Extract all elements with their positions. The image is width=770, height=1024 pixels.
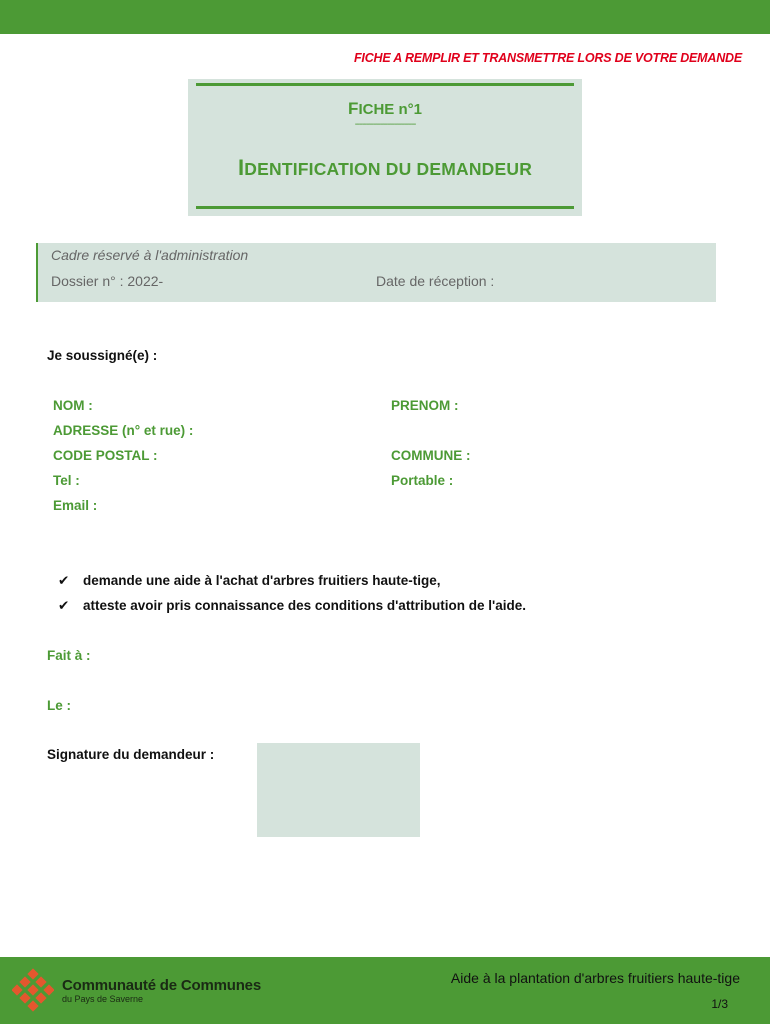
admin-reserved-box bbox=[36, 243, 716, 302]
code-postal-field[interactable]: CODE POSTAL : bbox=[53, 448, 158, 463]
top-green-bar bbox=[0, 0, 770, 34]
portable-field[interactable]: Portable : bbox=[391, 473, 454, 488]
fait-a-field[interactable]: Fait à : bbox=[47, 648, 91, 663]
signature-label: Signature du demandeur : bbox=[47, 747, 215, 762]
title-rule-top bbox=[196, 83, 574, 86]
admin-dossier-field[interactable]: Dossier n° : 2022- bbox=[51, 273, 164, 289]
fiche-underline-dashes: -------------------------- bbox=[354, 119, 416, 130]
diamond-cluster-logo-icon bbox=[12, 968, 54, 1014]
footer-doc-title: Aide à la plantation d'arbres fruitiers haute-tige bbox=[450, 970, 740, 986]
declaration-text: atteste avoir pris connaissance des conditions d'attribution de l'aide. bbox=[83, 598, 527, 613]
declaration-text: demande une aide à l'achat d'arbres fruitiers haute-tige, bbox=[83, 573, 441, 588]
page-number: 1/3 bbox=[711, 997, 728, 1011]
tel-field[interactable]: Tel : bbox=[53, 473, 80, 488]
email-field[interactable]: Email : bbox=[53, 498, 98, 513]
nom-field[interactable]: NOM : bbox=[53, 398, 93, 413]
admin-date-field[interactable]: Date de réception : bbox=[376, 273, 495, 289]
org-subtitle: du Pays de Saverne bbox=[62, 994, 144, 1004]
check-mark-icon: ✔ bbox=[58, 598, 70, 614]
declaration-item bbox=[58, 598, 526, 614]
declaration-item bbox=[58, 573, 441, 589]
signature-box[interactable] bbox=[257, 743, 420, 837]
admin-caption: Cadre réservé à l'administration bbox=[51, 247, 249, 263]
check-mark-icon: ✔ bbox=[58, 573, 70, 589]
org-name: Communauté de Communes bbox=[62, 977, 261, 994]
instruction-banner: FICHE A REMPLIR ET TRANSMETTRE LORS DE VOTRE DEMANDE bbox=[354, 51, 742, 65]
adresse-field[interactable]: ADRESSE (n° et rue) : bbox=[53, 423, 194, 438]
prenom-field[interactable]: PRENOM : bbox=[391, 398, 459, 413]
soussigne-label: Je soussigné(e) : bbox=[47, 348, 158, 363]
date-le-field[interactable]: Le : bbox=[47, 698, 72, 713]
title-box bbox=[188, 79, 582, 216]
page-title: IDENTIFICATION DU DEMANDEUR bbox=[237, 155, 533, 180]
fiche-number: FICHE n°1 bbox=[348, 99, 422, 118]
footer-bar bbox=[0, 957, 770, 1024]
title-rule-bottom bbox=[196, 206, 574, 209]
commune-field[interactable]: COMMUNE : bbox=[391, 448, 471, 463]
